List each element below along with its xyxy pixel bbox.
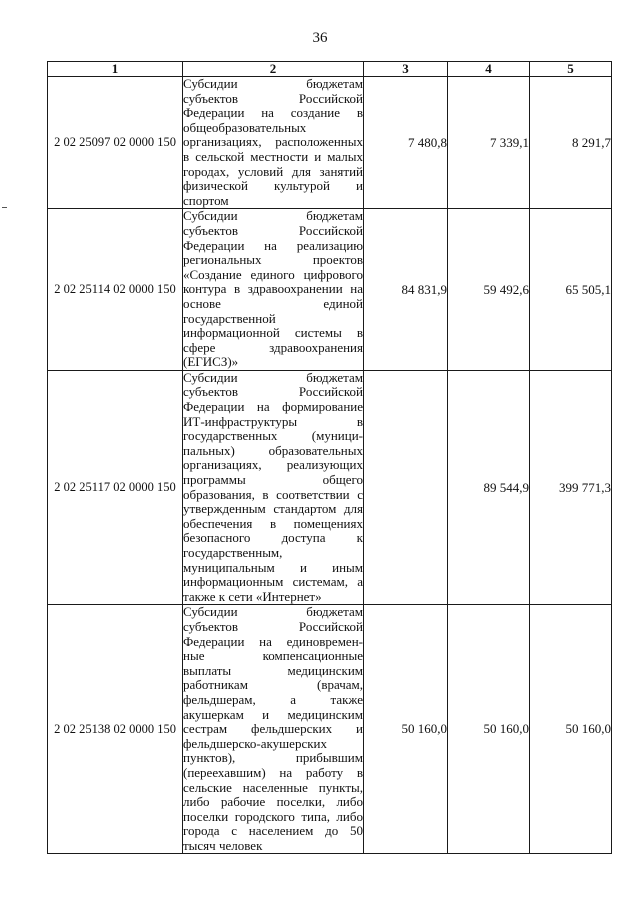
header-col-5: 5 (530, 62, 612, 77)
description (183, 209, 364, 371)
description-line: фельдшерам, а также (183, 691, 363, 707)
description-line: выплаты медицинским (183, 662, 363, 678)
description-line: Федерации на создание в (183, 105, 363, 121)
budget-code: 2 02 25138 02 0000 150 (48, 605, 183, 854)
page-number: 36 (312, 30, 328, 46)
description-line: физической культурой и (183, 178, 363, 194)
description-line: тысяч человек (183, 837, 263, 853)
margin-mark (2, 207, 7, 208)
description-line: (переехавшим) на работу в (183, 764, 363, 780)
header-col-4: 4 (448, 62, 530, 77)
description-line: общеобразовательных (183, 119, 307, 135)
description-line: ИТ-инфраструктуры в (183, 413, 363, 429)
value-col-3: 84 831,9 (364, 209, 448, 371)
budget-code: 2 02 25097 02 0000 150 (48, 77, 183, 209)
header-col-1: 1 (48, 62, 183, 77)
description-line: региональных проектов (183, 252, 363, 268)
description-line: образования, в соответствии с (183, 486, 363, 502)
value-col-5: 50 160,0 (530, 605, 612, 854)
value-col-3 (364, 370, 448, 605)
budget-table (47, 61, 612, 854)
description-line: также к сети «Интернет» (183, 588, 322, 604)
budget-code: 2 02 25114 02 0000 150 (48, 209, 183, 371)
description-line: сельские населенные пункты, (183, 779, 363, 795)
value-col-3: 50 160,0 (364, 605, 448, 854)
description-line: Федерации на реализацию (183, 237, 363, 253)
value-col-5: 65 505,1 (530, 209, 612, 371)
description-line: организациях, реализующих (183, 457, 363, 473)
description-line: (ЕГИСЗ)» (183, 354, 239, 370)
description-line: либо рабочие поселки, либо (183, 794, 363, 810)
table-row (48, 370, 612, 605)
description-line: Федерации на формирование (183, 399, 363, 415)
description-line: субъектов Российской (183, 222, 363, 238)
value-col-4: 50 160,0 (448, 605, 530, 854)
description-line: акушеркам и медицинским (183, 706, 363, 722)
description-line: информационной системы в (183, 325, 363, 341)
description (183, 605, 364, 854)
description-line: работникам (врачам, (183, 677, 363, 693)
description-line: фельдшерско-акушерских (183, 735, 327, 751)
description-line: Субсидии бюджетам (183, 208, 363, 224)
table-row (48, 605, 612, 854)
value-col-3: 7 480,8 (364, 77, 448, 209)
description-line: безопасного доступа к (183, 530, 363, 546)
description-line: муниципальным и иным (183, 559, 363, 575)
description-line: государственным, (183, 545, 283, 560)
description-line: пунктов), прибывшим (183, 750, 363, 766)
description-line: субъектов Российской (183, 90, 363, 106)
description-line: основе единой (183, 295, 363, 311)
budget-code: 2 02 25117 02 0000 150 (48, 370, 183, 605)
description-line: Субсидии бюджетам (183, 604, 363, 620)
description-line: программы общего (183, 472, 363, 488)
description-line: сфере здравоохранения (183, 339, 363, 355)
description (183, 77, 364, 209)
description-line: Субсидии бюджетам (183, 369, 363, 385)
description-line: «Создание единого цифрового (183, 266, 363, 282)
description (183, 370, 364, 605)
description-line: государственной (183, 310, 276, 326)
table-row (48, 209, 612, 371)
header-col-2: 2 (183, 62, 364, 77)
description-line: пальных) образовательных (183, 442, 363, 458)
description-line: ные компенсационные (183, 648, 363, 664)
value-col-5: 399 771,3 (530, 370, 612, 605)
header-row (48, 62, 612, 77)
description-line: обеспечения в помещениях (183, 515, 363, 531)
description-line: города с населением до 50 (183, 823, 363, 839)
value-col-5: 8 291,7 (530, 77, 612, 209)
description-line: утвержденным стандартом для (183, 501, 363, 517)
description-line: городах, условий для занятий (183, 163, 363, 179)
description-line: организациях, расположенных (183, 134, 363, 150)
description-line: в сельской местности и малых (183, 148, 363, 164)
description-line: Субсидии бюджетам (183, 76, 363, 91)
description-line: субъектов Российской (183, 384, 363, 400)
description-line: контура в здравоохранении на (183, 281, 363, 297)
description-line: субъектов Российской (183, 618, 363, 634)
description-line: спортом (183, 192, 229, 208)
description-line: поселки городского типа, либо (183, 808, 363, 824)
value-col-4: 89 544,9 (448, 370, 530, 605)
description-line: государственных (муници- (183, 428, 363, 444)
description-line: сестрам фельдшерских и (183, 721, 363, 737)
value-col-4: 7 339,1 (448, 77, 530, 209)
value-col-4: 59 492,6 (448, 209, 530, 371)
description-line: информационным системам, а (183, 574, 363, 590)
description-line: Федерации на единовремен- (183, 633, 363, 649)
table-row (48, 77, 612, 209)
header-col-3: 3 (364, 62, 448, 77)
